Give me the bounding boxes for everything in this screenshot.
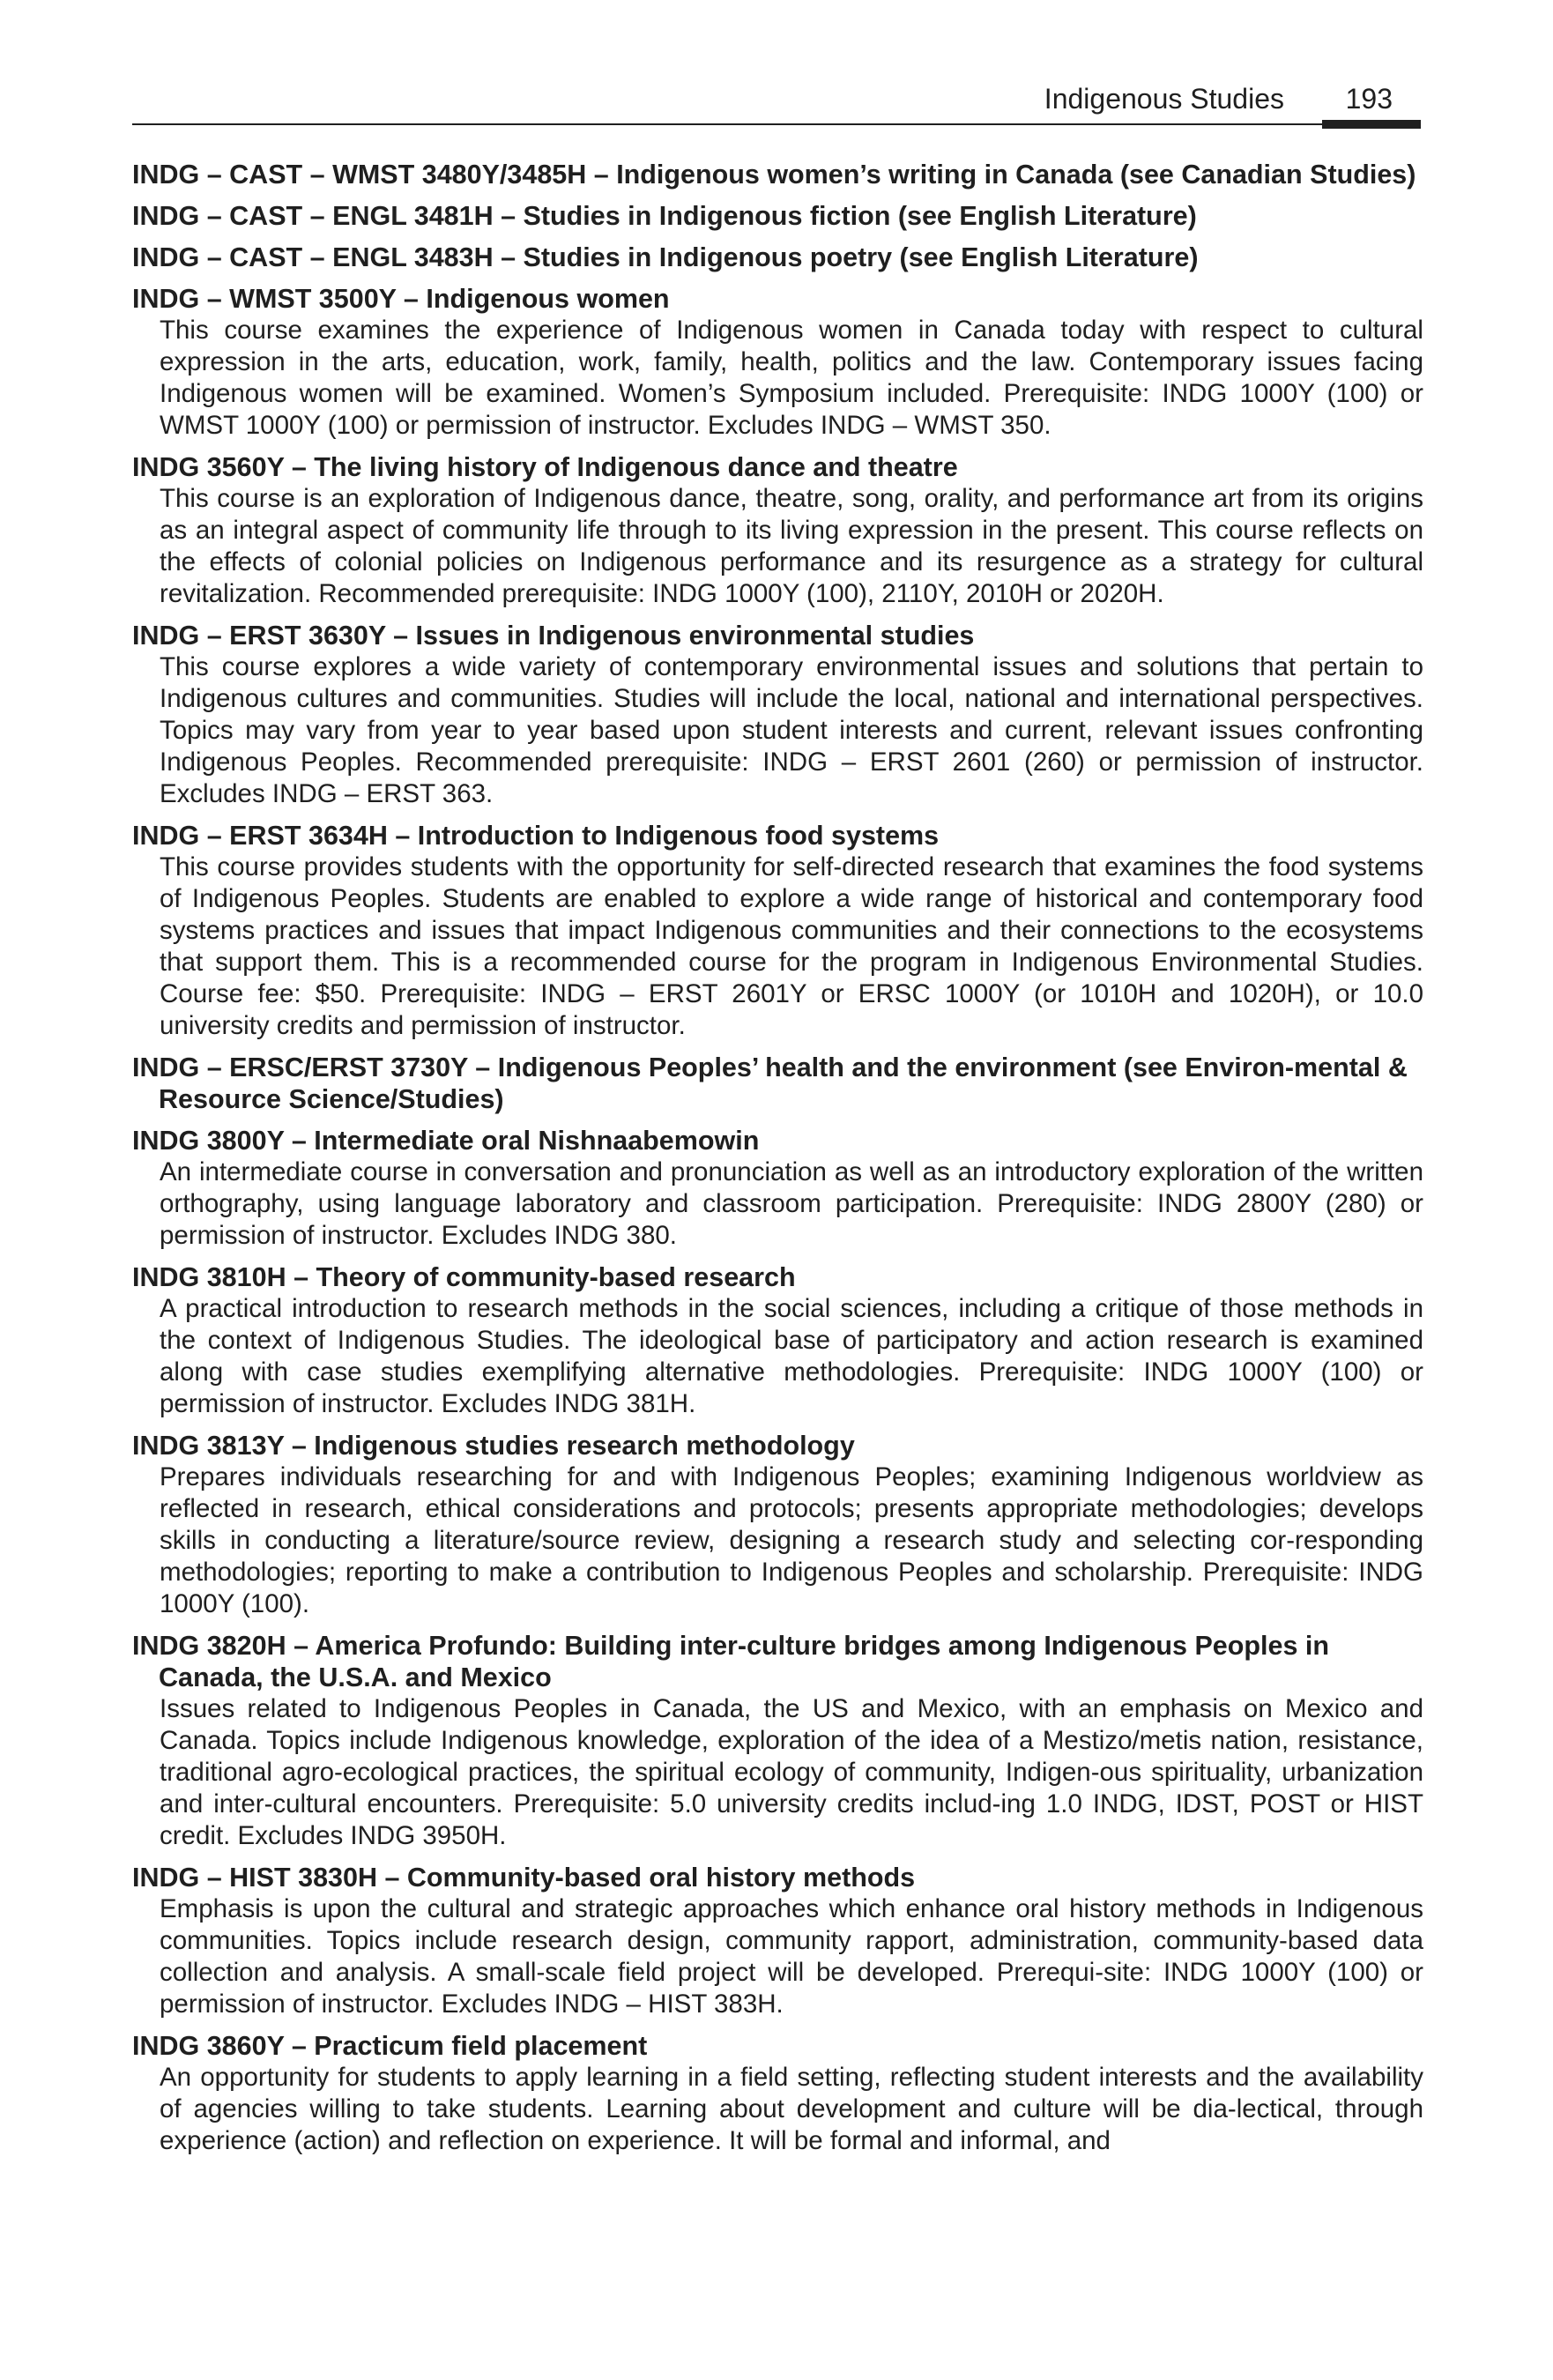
course-entry	[132, 1052, 1423, 1115]
course-entry	[132, 1125, 1423, 1252]
header-rule	[132, 123, 1421, 125]
course-description: Emphasis is upon the cultural and strategic approaches which enhance oral history methods in Indigenous communities. Topics include research design, community rapport, administration, community-based data collection and analysis. A small-scale field project will be developed. Prerequi-site: INDG 1000Y (100) or permission of instructor. Excludes INDG – HIST 383H.	[160, 1894, 1423, 2019]
course-title: INDG 3560Y – The living history of Indigenous dance and theatre	[132, 452, 958, 482]
course-title: INDG 3813Y – Indigenous studies research methodology	[132, 1431, 855, 1461]
course-title: INDG 3800Y – Intermediate oral Nishnaabemowin	[132, 1126, 760, 1156]
course-entry	[132, 242, 1423, 273]
course-entry	[132, 2030, 1423, 2157]
course-entry	[132, 1862, 1423, 2020]
page-number: 193	[1345, 83, 1393, 115]
course-title: INDG 3860Y – Practicum field placement	[132, 2031, 648, 2061]
course-entry	[132, 283, 1423, 442]
course-title: INDG – HIST 3830H – Community-based oral history methods	[132, 1863, 916, 1893]
course-entry	[132, 159, 1423, 190]
course-description: This course provides students with the opportunity for self-directed research that examines the food systems of Indigenous Peoples. Students are enabled to explore a wide range of historical and contemporary food systems practices and issues that impact Indigenous communities and their connections to the ecosystems that support them. This is a recommended course for the program in Indigenous Environmental Studies. Course fee: $50. Prerequisite: INDG – ERST 2601Y or ERSC 1000Y (or 1010H and 1020H), or 10.0 university credits and permission of instructor.	[160, 852, 1423, 1040]
course-entry	[132, 1430, 1423, 1620]
course-description: An opportunity for students to apply learning in a field setting, reflecting student interests and the availability of agencies willing to take students. Learning about development and culture will be dia-lectical, through experience (action) and reflection on experience. It will be formal and informal, and	[160, 2063, 1423, 2155]
course-title: INDG – ERST 3630Y – Issues in Indigenous environmental studies	[132, 621, 975, 651]
course-title: INDG – CAST – ENGL 3483H – Studies in Indigenous poetry (see English Literature)	[132, 242, 1199, 272]
course-entry	[132, 1630, 1423, 1852]
course-entry	[132, 620, 1423, 810]
header-rule-tab	[1322, 120, 1421, 129]
course-title: INDG 3810H – Theory of community-based research	[132, 1262, 796, 1292]
course-entry	[132, 1261, 1423, 1420]
course-title: INDG – CAST – WMST 3480Y/3485H – Indigenous women’s writing in Canada (see Canadian Studies)	[132, 160, 1416, 190]
course-title: INDG – ERSC/ERST 3730Y – Indigenous Peoples’ health and the environment (see Environ-mental & Resource Science/Studies)	[132, 1052, 1408, 1114]
course-title: INDG – CAST – ENGL 3481H – Studies in Indigenous fiction (see English Literature)	[132, 201, 1197, 231]
course-description: This course examines the experience of Indigenous women in Canada today with respect to cultural expression in the arts, education, work, family, health, politics and the law. Contemporary issues facing Indigenous women will be examined. Women’s Symposium included. Prerequisite: INDG 1000Y (100) or WMST 1000Y (100) or permission of instructor. Excludes INDG – WMST 350.	[160, 316, 1423, 440]
running-head-section: Indigenous Studies	[1044, 83, 1284, 115]
course-entry	[132, 200, 1423, 232]
course-title: INDG – ERST 3634H – Introduction to Indigenous food systems	[132, 821, 940, 851]
course-description: A practical introduction to research methods in the social sciences, including a critique of those methods in the context of Indigenous Studies. The ideological base of participatory and action research is examined along with case studies exemplifying alternative methodologies. Prerequisite: INDG 1000Y (100) or permission of instructor. Excludes INDG 381H.	[160, 1294, 1423, 1418]
course-description: This course explores a wide variety of contemporary environmental issues and solutions that pertain to Indigenous cultures and communities. Studies will include the local, national and international perspectives. Topics may vary from year to year based upon student interests and current, relevant issues confronting Indigenous Peoples. Recommended prerequisite: INDG – ERST 2601 (260) or permission of instructor. Excludes INDG – ERST 363.	[160, 652, 1423, 808]
course-title: INDG 3820H – America Profundo: Building inter-culture bridges among Indigenous Peoples in Canada, the U.S.A. and Mexico	[132, 1631, 1329, 1692]
course-entry	[132, 820, 1423, 1042]
course-description: Issues related to Indigenous Peoples in Canada, the US and Mexico, with an emphasis on Mexico and Canada. Topics include Indigenous knowledge, exploration of the idea of a Mestizo/metis nation, resistance, traditional agro-ecological practices, the spiritual ecology of community, Indigen-ous spirituality, urbanization and inter-cultural encounters. Prerequisite: 5.0 university credits includ-ing 1.0 INDG, IDST, POST or HIST credit. Excludes INDG 3950H.	[160, 1694, 1423, 1850]
course-entry	[132, 451, 1423, 610]
course-title: INDG – WMST 3500Y – Indigenous women	[132, 284, 670, 314]
course-description: Prepares individuals researching for and with Indigenous Peoples; examining Indigenous worldview as reflected in research, ethical considerations and protocols; presents appropriate methodologies; develops skills in conducting a literature/source review, designing a research study and selecting cor-responding methodologies; reporting to make a contribution to Indigenous Peoples and scholarship. Prerequisite: INDG 1000Y (100).	[160, 1462, 1423, 1618]
running-head	[132, 81, 1421, 125]
course-description: An intermediate course in conversation and pronunciation as well as an introductory exploration of the written orthography, using language laboratory and classroom participation. Prerequisite: INDG 2800Y (280) or permission of instructor. Excludes INDG 380.	[160, 1157, 1423, 1250]
course-list	[132, 159, 1423, 2167]
course-description: This course is an exploration of Indigenous dance, theatre, song, orality, and performance art from its origins as an integral aspect of community life through to its living expression in the present. This course reflects on the effects of colonial policies on Indigenous performance and its resurgence as a strategy for cultural revitalization. Recommended prerequisite: INDG 1000Y (100), 2110Y, 2010H or 2020H.	[160, 484, 1423, 608]
